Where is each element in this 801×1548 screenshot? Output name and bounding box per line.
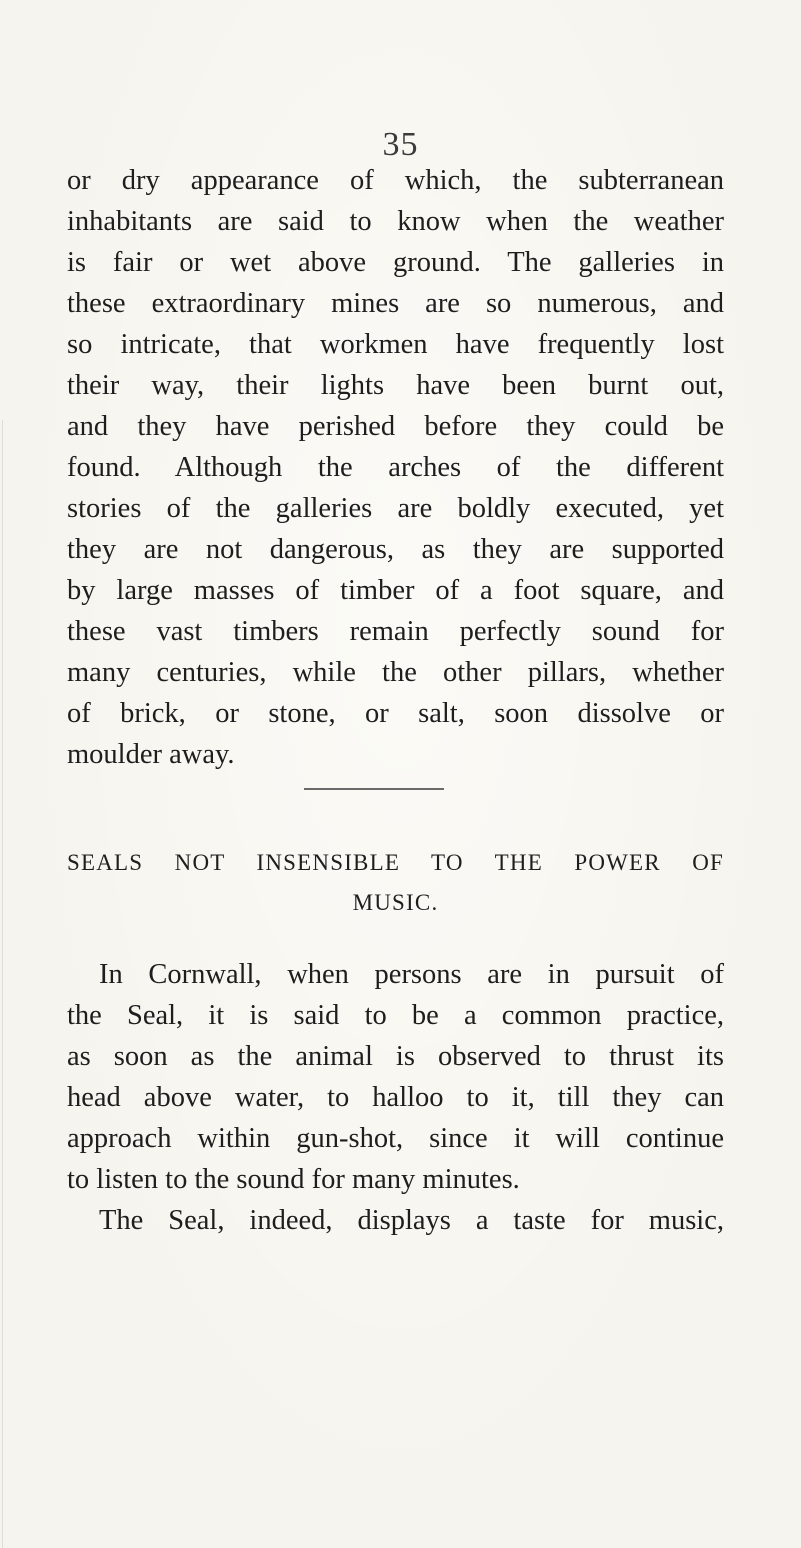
text-line: moulder away. <box>67 739 235 770</box>
section-divider <box>304 788 444 790</box>
text-line: The Seal, indeed, displays a taste for music, <box>99 1205 724 1236</box>
text-line: In Cornwall, when persons are in pursuit of <box>99 959 724 990</box>
text-line: they are not dangerous, as they are supported <box>67 534 724 565</box>
heading-line: SEALS NOT INSENSIBLE TO THE POWER OF <box>67 850 724 875</box>
text-line: is fair or wet above ground. The galleries in <box>67 247 724 278</box>
text-line: head above water, to halloo to it, till they can <box>67 1082 724 1113</box>
text-line: found. Although the arches of the different <box>67 452 724 483</box>
text-line: their way, their lights have been burnt out, <box>67 370 724 401</box>
page-number: 35 <box>382 126 419 163</box>
text-line: these extraordinary mines are so numerous, and <box>67 288 724 319</box>
heading-line: MUSIC. <box>352 890 439 915</box>
paragraph-seals <box>67 954 724 1241</box>
section-heading <box>67 843 724 923</box>
text-line: inhabitants are said to know when the weather <box>67 206 724 237</box>
text-line: to listen to the sound for many minutes. <box>67 1164 520 1195</box>
text-line: many centuries, while the other pillars, whether <box>67 657 724 688</box>
text-line: and they have perished before they could be <box>67 411 724 442</box>
text-line: stories of the galleries are boldly executed, yet <box>67 493 724 524</box>
text-line: approach within gun-shot, since it will continue <box>67 1123 724 1154</box>
text-line: by large masses of timber of a foot square, and <box>67 575 724 606</box>
paragraph-mines <box>67 160 724 775</box>
text-line: the Seal, it is said to be a common practice, <box>67 1000 724 1031</box>
text-line: these vast timbers remain perfectly sound for <box>67 616 724 647</box>
text-line: as soon as the animal is observed to thrust its <box>67 1041 724 1072</box>
text-line: or dry appearance of which, the subterranean <box>67 165 724 196</box>
text-line: of brick, or stone, or salt, soon dissolve or <box>67 698 724 729</box>
page-edge-shadow <box>2 420 3 1548</box>
text-line: so intricate, that workmen have frequently lost <box>67 329 724 360</box>
